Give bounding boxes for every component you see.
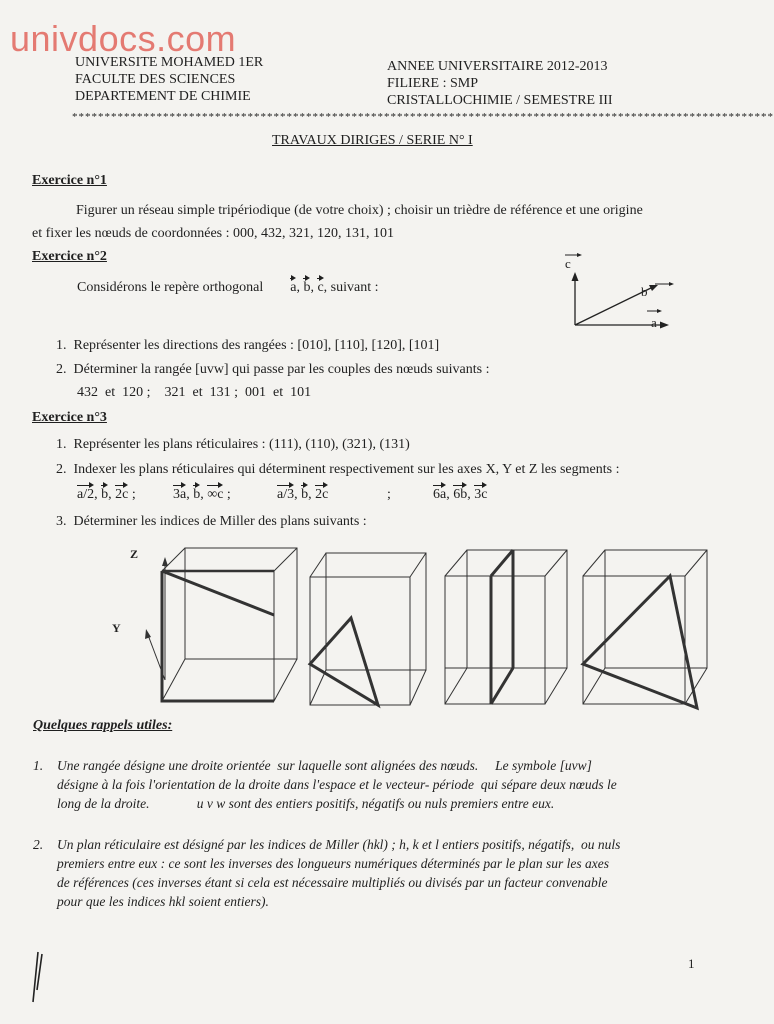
cube-2 (310, 553, 426, 705)
segment-b: 6b (453, 487, 468, 502)
segment-group-3-end: ; (387, 487, 391, 502)
page-number: 1 (688, 956, 695, 971)
item-number: 2. (56, 462, 67, 477)
vector-sep: , (296, 280, 300, 295)
segment-group-2: 3a, b, ∞c ; (173, 487, 231, 502)
ex1-line1: Figurer un réseau simple tripériodique (de votre choix) ; choisir un trièdre de référence et une origine (76, 203, 643, 218)
ex2-item-2 (56, 362, 490, 378)
segment-c: 2c (315, 487, 329, 502)
vector-b: b (303, 280, 311, 295)
segment-group-4: 6a, 6b, 3c (433, 487, 488, 502)
item-text: Déterminer les indices de Miller des plans suivants : (73, 514, 367, 529)
item-number: 1. (56, 338, 67, 353)
rappel-2-number: 2. (33, 837, 44, 852)
segment-a: a/2 (77, 487, 95, 502)
ex3-heading: Exercice n°3 (32, 410, 107, 425)
segment-end: ; (131, 487, 136, 502)
item-text: Représenter les plans réticulaires : (111), (110), (321), (131) (73, 437, 410, 452)
ex2-couples: 432 et 120 ; 321 et 131 ; 001 et 101 (77, 385, 312, 400)
academic-year: ANNEE UNIVERSITAIRE 2012-2013 (387, 59, 608, 74)
stars-divider: ************************************************************************************************************ (72, 111, 774, 123)
university-name: UNIVERSITE MOHAMED 1ER (75, 55, 264, 70)
course-name: CRISTALLOCHIMIE / SEMESTRE III (387, 93, 613, 108)
rappel-2 (57, 835, 620, 911)
axis-label-y: Y (112, 621, 121, 635)
b-vector-mark-icon (669, 282, 674, 286)
ex1-heading: Exercice n°1 (32, 173, 107, 188)
cube-3 (445, 550, 567, 704)
z-arrow-icon (162, 557, 168, 566)
rappel-1 (57, 756, 617, 813)
item-text: Indexer les plans réticulaires qui déterminent respectivement sur les axes X, Y et Z les segments : (73, 462, 620, 477)
a-arrow-icon (660, 322, 669, 329)
segment-a: 3a (173, 487, 187, 502)
ex3-item-2 (56, 462, 619, 478)
item-number: 3. (56, 514, 67, 529)
miller-cubes-figure (110, 540, 720, 715)
segment-group-1: a/2, b, 2c ; (77, 487, 136, 502)
rappels-heading: Quelques rappels utiles: (33, 718, 173, 733)
ex1-line2: et fixer les nœuds de coordonnées : 000, 432, 321, 120, 131, 101 (32, 226, 394, 241)
filiere: FILIERE : SMP (387, 76, 479, 91)
item-number: 2. (56, 362, 67, 377)
rappel-line: désigne à la fois l'orientation de la droite dans l'espace et le vecteur- période qui sépare deux nœuds le (57, 777, 617, 792)
ex2-heading: Exercice n°2 (32, 249, 107, 264)
faculty-name: FACULTE DES SCIENCES (75, 72, 236, 87)
handwritten-mark (28, 950, 48, 1006)
vector-sep: , (310, 280, 314, 295)
axes-diagram (555, 250, 685, 336)
item-number: 1. (56, 437, 67, 452)
ex2-item-1 (56, 338, 439, 354)
vector-a: a (290, 280, 297, 295)
department-name: DEPARTEMENT DE CHIMIE (75, 89, 251, 104)
segment-c: 2c (115, 487, 129, 502)
rappel-1-number: 1. (33, 758, 44, 773)
header-left (75, 54, 263, 105)
c-vector-mark-icon (577, 253, 582, 257)
cube-1 (162, 548, 297, 701)
c-arrow-icon (572, 272, 579, 281)
segment-end: ; (226, 487, 231, 502)
segment-b: b (301, 487, 309, 502)
page-title: TRAVAUX DIRIGES / SERIE N° I (272, 133, 473, 148)
axis-label-b: b (641, 284, 648, 299)
rappel-line: Un plan réticulaire est désigné par les indices de Miller (hkl) ; h, k et l entiers positifs, négatifs, ou nuls (57, 837, 621, 852)
item-text: Déterminer la rangée [uvw] qui passe par les couples des nœuds suivants : (73, 362, 490, 377)
watermark: univdocs.com (10, 18, 237, 59)
segment-c: ∞c (207, 487, 224, 502)
axis-label-c: c (565, 256, 571, 271)
cube-4 (583, 550, 707, 708)
segment-b: b (193, 487, 201, 502)
rappel-line: pour que les indices hkl soient entiers). (57, 894, 269, 909)
segment-a: 6a (433, 487, 447, 502)
a-vector-mark-icon (657, 309, 662, 313)
ex3-item-3 (56, 514, 367, 530)
segment-group-3: a/3, b, 2c (277, 487, 329, 502)
segment-b: b (101, 487, 109, 502)
rappel-line: Une rangée désigne une droite orientée sur laquelle sont alignées des nœuds. Le symbole [uvw] (57, 758, 592, 773)
rappel-line: long de la droite. u v w sont des entiers positifs, négatifs ou nuls premiers entre eux. (57, 796, 555, 811)
header-right (387, 58, 613, 109)
item-text: Représenter les directions des rangées : [010], [110], [120], [101] (73, 338, 440, 353)
ex2-suivant: , suivant : (323, 280, 379, 295)
axis-label-z: Z (130, 547, 139, 561)
rappel-line: de références (ces inverses étant si cela est nécessaire multipliés ou divisés par un facteur convenable (57, 875, 608, 890)
ex2-intro-line (77, 280, 379, 296)
segment-c: 3c (474, 487, 488, 502)
ex3-item-1 (56, 437, 410, 453)
vector-c: c (317, 280, 324, 295)
segment-a: a/3 (277, 487, 295, 502)
ex2-intro: Considérons le repère orthogonal (77, 280, 264, 295)
y-arrow-icon (145, 629, 151, 639)
rappel-line: premiers entre eux : ce sont les inverses des longueurs numériques déterminés par le plan sur les axes (57, 856, 610, 871)
axis-label-a: a (651, 315, 657, 330)
